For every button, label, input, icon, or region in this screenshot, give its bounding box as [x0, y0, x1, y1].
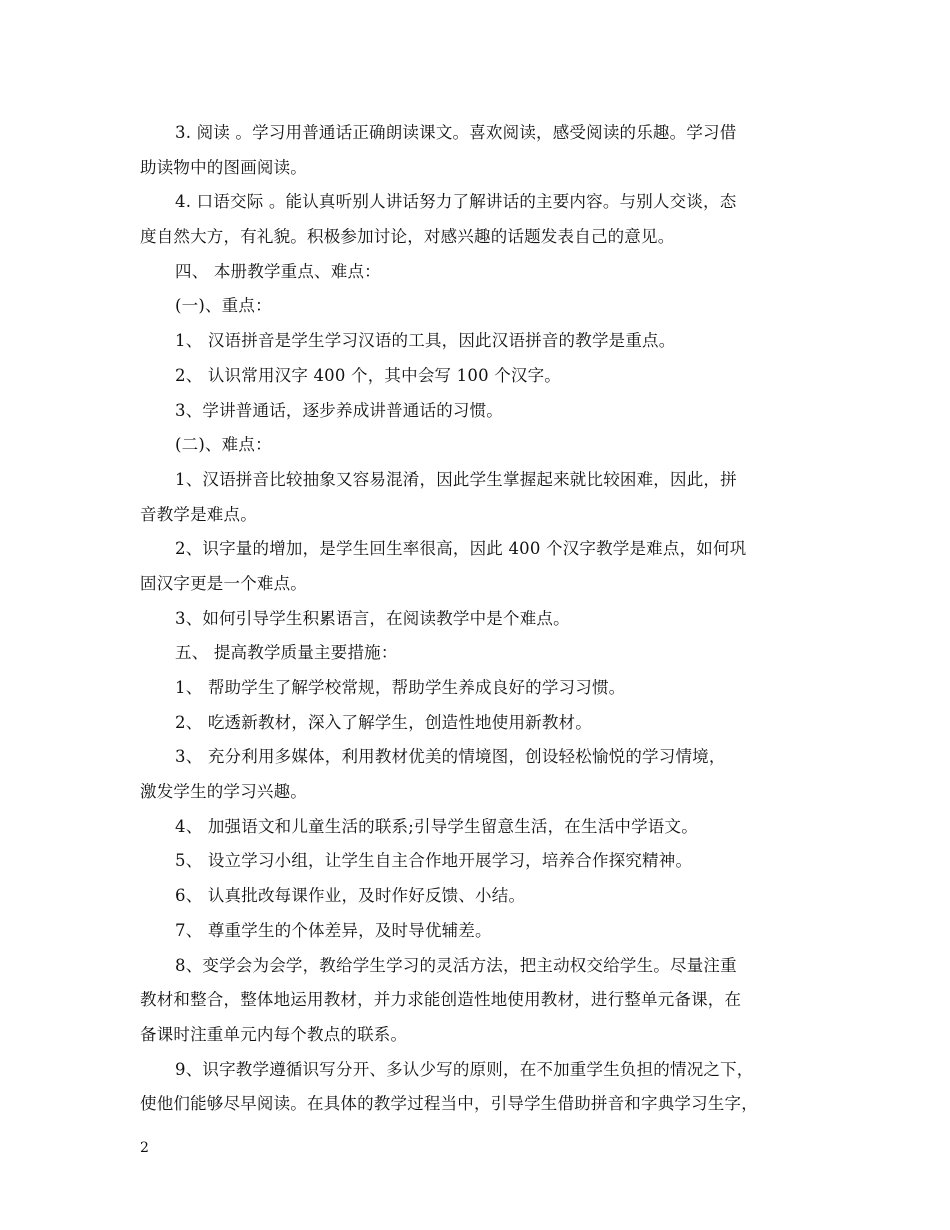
- page-number: 2: [140, 1140, 149, 1156]
- text-line: 音教学是难点。: [140, 504, 257, 524]
- text-line: 9、识字教学遵循识写分开、多认少写的原则，在不加重学生负担的情况之下，: [175, 1059, 754, 1079]
- text-line: 固汉字更是一个难点。: [140, 573, 307, 593]
- text-line: 1、汉语拼音比较抽象又容易混淆，因此学生掌握起来就比较困难，因此，拼: [175, 469, 737, 489]
- text-line: 1、 帮助学生了解学校常规，帮助学生养成良好的学习习惯。: [175, 678, 626, 697]
- text-line: 3. 阅读 。学习用普通话正确朗读课文。喜欢阅读，感受阅读的乐趣。学习借: [175, 123, 737, 142]
- text-line: 2、 认识常用汉字 400 个，其中会写 100 个汉字。: [175, 365, 562, 385]
- text-line: 8、变学会为会学，教给学生学习的灵活方法，把主动权交给学生。尽量注重: [175, 955, 737, 975]
- text-line: 1、 汉语拼音是学生学习汉语的工具，因此汉语拼音的教学是重点。: [175, 331, 676, 351]
- text-line: 四、 本册教学重点、难点：: [175, 261, 381, 281]
- text-line: 7、 尊重学生的个体差异，及时导优辅差。: [175, 920, 492, 940]
- text-line: (二)、难点：: [175, 435, 272, 455]
- text-line: 6、 认真批改每课作业，及时作好反馈、小结。: [175, 886, 526, 906]
- text-line: 4. 口语交际 。能认真听别人讲话努力了解讲话的主要内容。与别人交谈，态: [175, 192, 737, 212]
- text-line: 教材和整合，整体地运用教材，并力求能创造性地使用教材，进行整单元备课，在: [140, 990, 742, 1010]
- text-line: (一)、重点：: [175, 296, 272, 316]
- text-line: 使他们能够尽早阅读。在具体的教学过程当中，引导学生借助拼音和字典学习生字，: [140, 1094, 758, 1114]
- text-line: 2、识字量的增加，是学生回生率很高，因此 400 个汉字教学是难点，如何巩: [175, 539, 747, 559]
- text-line: 五、 提高教学质量主要措施：: [175, 643, 398, 663]
- text-line: 3、如何引导学生积累语言，在阅读教学中是个难点。: [175, 608, 570, 628]
- text-line: 2、 吃透新教材，深入了解学生，创造性地使用新教材。: [175, 712, 592, 732]
- text-line: 度自然大方，有礼貌。积极参加讨论，对感兴趣的话题发表自己的意见。: [140, 227, 675, 247]
- text-line: 激发学生的学习兴趣。: [140, 782, 307, 802]
- text-line: 3、学讲普通话，逐步养成讲普通话的习惯。: [175, 400, 503, 420]
- text-line: 助读物中的图画阅读。: [140, 157, 307, 177]
- document-body: [140, 116, 830, 1122]
- text-line: 备课时注重单元内每个教点的联系。: [140, 1024, 408, 1044]
- text-line: 5、 设立学习小组，让学生自主合作地开展学习，培养合作探究精神。: [175, 851, 693, 871]
- text-line: 3、 充分利用多媒体，利用教材优美的情境图，创设轻松愉悦的学习情境，: [175, 747, 726, 767]
- text-line: 4、 加强语文和儿童生活的联系;引导学生留意生活，在生活中学语文。: [175, 816, 698, 836]
